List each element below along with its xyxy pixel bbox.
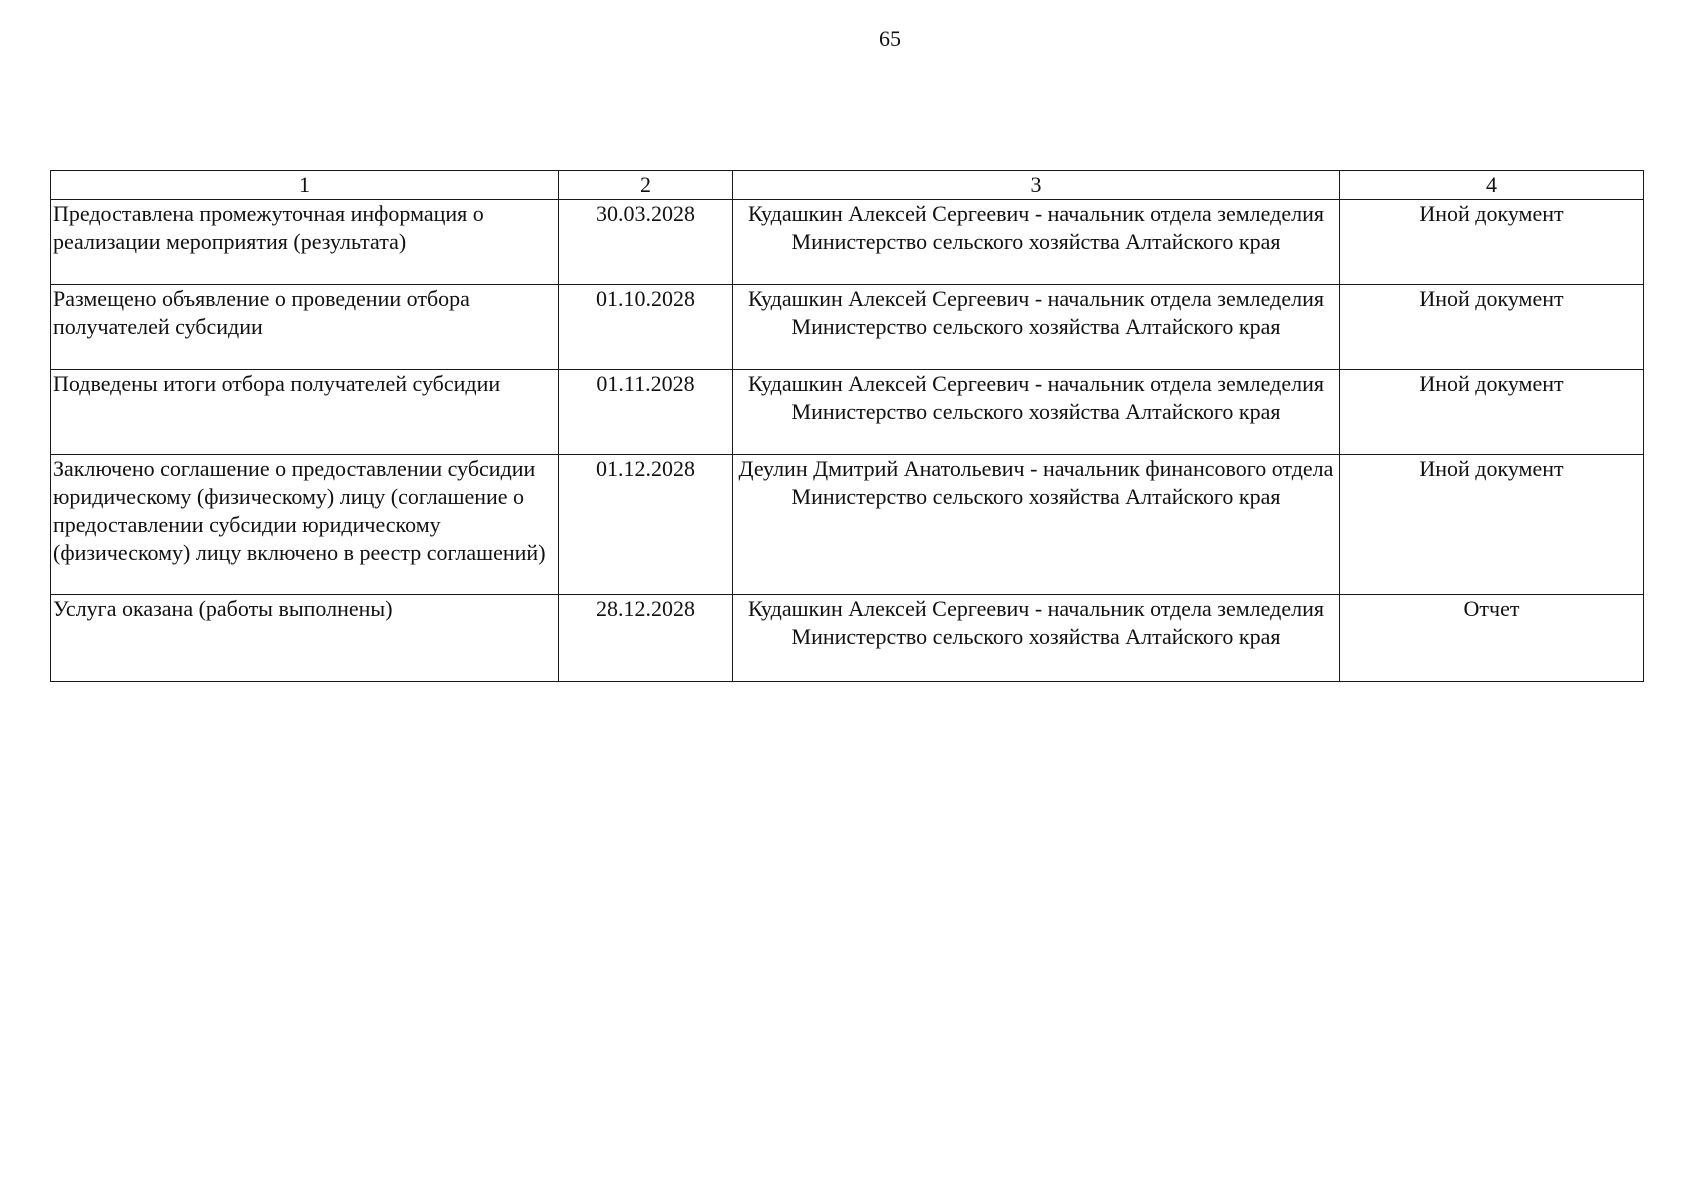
responsible-org: Министерство сельского хозяйства Алтайского края (791, 484, 1281, 509)
responsible-person: Кудашкин Алексей Сергеевич - начальник отдела земледелия (748, 371, 1324, 396)
document-type-cell: Иной документ (1340, 370, 1644, 455)
document-type-cell: Иной документ (1340, 455, 1644, 595)
document-type-cell: Отчет (1340, 595, 1644, 682)
table-row (51, 285, 1644, 370)
responsible-person: Кудашкин Алексей Сергеевич - начальник отдела земледелия (748, 201, 1324, 226)
date-cell: 28.12.2028 (559, 595, 733, 682)
event-cell: Услуга оказана (работы выполнены) (51, 595, 559, 682)
events-table (50, 170, 1644, 682)
responsible-person: Кудашкин Алексей Сергеевич - начальник отдела земледелия (748, 286, 1324, 311)
table-row (51, 595, 1644, 682)
table-row (51, 200, 1644, 285)
responsible-person: Деулин Дмитрий Анатольевич - начальник финансового отдела (738, 456, 1334, 481)
page-number: 65 (879, 26, 901, 51)
responsible-org: Министерство сельского хозяйства Алтайского края (791, 229, 1281, 254)
document-type-cell: Иной документ (1340, 200, 1644, 285)
column-header-2: 2 (559, 171, 733, 200)
responsible-cell (733, 200, 1340, 285)
column-header-4: 4 (1340, 171, 1644, 200)
responsible-person: Кудашкин Алексей Сергеевич - начальник отдела земледелия (748, 596, 1324, 621)
table-row (51, 455, 1644, 595)
event-cell: Предоставлена промежуточная информация о реализации мероприятия (результата) (51, 200, 559, 285)
responsible-org: Министерство сельского хозяйства Алтайского края (791, 314, 1281, 339)
event-cell: Размещено объявление о проведении отбора получателей субсидии (51, 285, 559, 370)
table-header-row (51, 171, 1644, 200)
date-cell: 30.03.2028 (559, 200, 733, 285)
column-header-3: 3 (733, 171, 1340, 200)
responsible-org: Министерство сельского хозяйства Алтайского края (791, 624, 1281, 649)
column-header-1: 1 (51, 171, 559, 200)
responsible-cell (733, 370, 1340, 455)
document-type-cell: Иной документ (1340, 285, 1644, 370)
responsible-cell (733, 285, 1340, 370)
event-cell: Подведены итоги отбора получателей субсидии (51, 370, 559, 455)
date-cell: 01.11.2028 (559, 370, 733, 455)
date-cell: 01.10.2028 (559, 285, 733, 370)
responsible-org: Министерство сельского хозяйства Алтайского края (791, 399, 1281, 424)
responsible-cell (733, 455, 1340, 595)
event-cell: Заключено соглашение о предоставлении субсидии юридическому (физическому) лицу (соглашение о предоставлении субсидии юридическому (физическому) лицу включено в реестр соглашений) (51, 455, 559, 595)
date-cell: 01.12.2028 (559, 455, 733, 595)
table-row (51, 370, 1644, 455)
responsible-cell (733, 595, 1340, 682)
